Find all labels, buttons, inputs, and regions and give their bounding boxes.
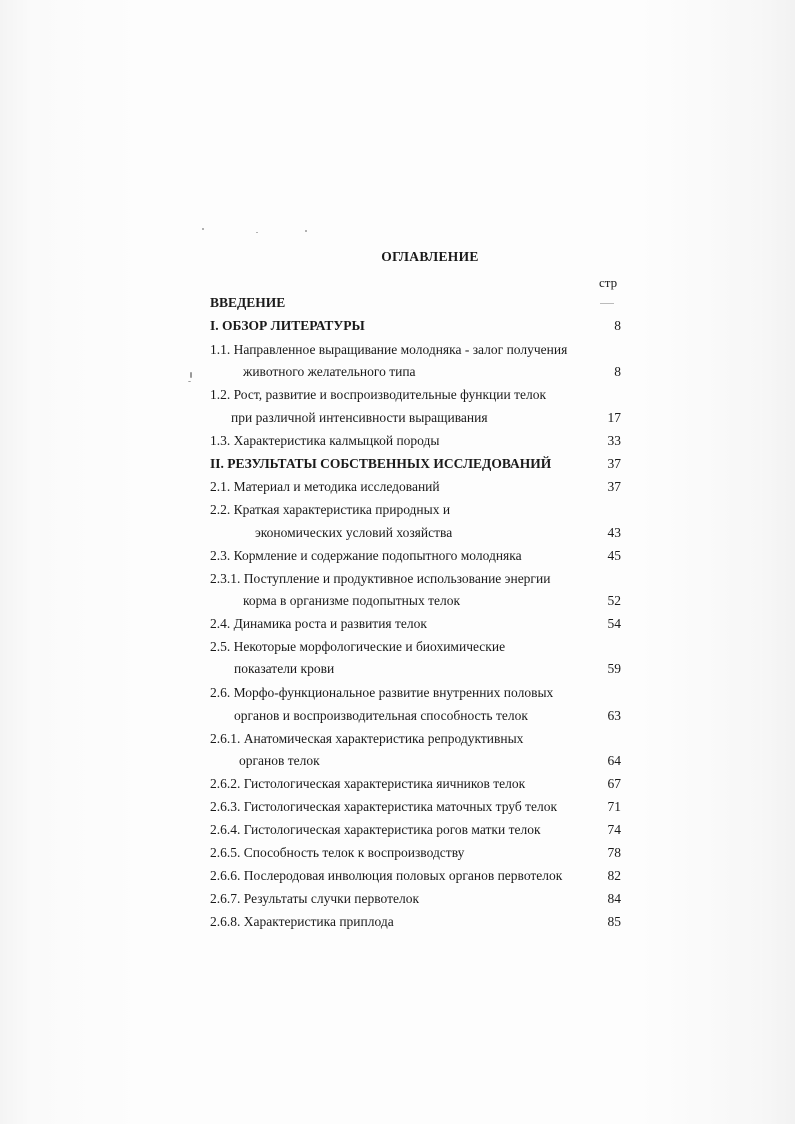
toc-entry-page: 52 bbox=[607, 593, 621, 608]
scan-speck bbox=[190, 372, 192, 378]
toc-entry-text: 2.3.1. Поступление и продуктивное использование энергии bbox=[210, 571, 551, 586]
toc-entry-text: 2.2. Краткая характеристика природных и bbox=[210, 502, 451, 517]
toc-entry-page: 37 bbox=[607, 456, 621, 471]
toc-entry-page: 71 bbox=[607, 799, 621, 814]
toc-entry-text: 1.2. Рост, развитие и воспроизводительные функции телок bbox=[210, 387, 547, 402]
toc-entry-text: 2.3. Кормление и содержание подопытного молодняка bbox=[210, 548, 522, 563]
toc-entry-page: 8 bbox=[614, 318, 621, 333]
toc-entry-text: 2.6.7. Результаты случки первотелок bbox=[210, 891, 420, 906]
intro-page-dash bbox=[600, 303, 614, 304]
toc-entry-page: 78 bbox=[607, 845, 621, 860]
toc-entry-text: органов телок bbox=[239, 753, 320, 768]
toc-entry-text: 2.6.3. Гистологическая характеристика маточных труб телок bbox=[210, 799, 558, 814]
toc-entry-page: 54 bbox=[607, 616, 621, 631]
scan-speck bbox=[256, 232, 258, 233]
toc-entry-text: 2.6.5. Способность телок к воспроизводству bbox=[210, 845, 465, 860]
page-column-header: стр bbox=[599, 275, 618, 290]
toc-entry-text: 2.5. Некоторые морфологические и биохимические bbox=[210, 639, 506, 654]
toc-entry-text: 2.4. Динамика роста и развития телок bbox=[210, 616, 427, 631]
toc-entry-page: 82 bbox=[607, 868, 621, 883]
toc-entry-page: 63 bbox=[607, 708, 621, 723]
toc-entry-page: 59 bbox=[607, 661, 621, 676]
toc-entry-text: 2.6. Морфо-функциональное развитие внутренних половых bbox=[210, 685, 554, 700]
toc-entry-page: 74 bbox=[607, 822, 621, 837]
toc-entry-text: показатели крови bbox=[234, 661, 335, 676]
toc-entry-text: при различной интенсивности выращивания bbox=[231, 410, 488, 425]
toc-entry-text: 2.6.8. Характеристика приплода bbox=[210, 914, 394, 929]
toc-entry-text: 2.6.2. Гистологическая характеристика яичников телок bbox=[210, 776, 526, 791]
toc-entry-page: 45 bbox=[607, 548, 621, 563]
toc-entry-text: корма в организме подопытных телок bbox=[243, 593, 461, 608]
toc-entry-text: 2.6.6. Послеродовая инволюция половых органов первотелок bbox=[210, 868, 563, 883]
toc-entry-page: 84 bbox=[607, 891, 621, 906]
toc-entry-text: 2.6.4. Гистологическая характеристика рогов матки телок bbox=[210, 822, 541, 837]
scan-speck bbox=[305, 230, 307, 232]
toc-entry-text: ВВЕДЕНИЕ bbox=[210, 295, 286, 310]
toc-entry-text: органов и воспроизводительная способность телок bbox=[234, 708, 528, 723]
toc-entry-text: экономических условий хозяйства bbox=[255, 525, 453, 540]
toc-title: ОГЛАВЛЕНИЕ bbox=[381, 249, 479, 264]
toc-entry-page: 85 bbox=[607, 914, 621, 929]
scan-speck bbox=[188, 381, 191, 382]
toc-entry-text: 2.6.1. Анатомическая характеристика репродуктивных bbox=[210, 731, 524, 746]
scan-speck bbox=[202, 228, 204, 230]
toc-entry-page: 8 bbox=[614, 364, 621, 379]
toc-entry-text: II. РЕЗУЛЬТАТЫ СОБСТВЕННЫХ ИССЛЕДОВАНИЙ bbox=[210, 456, 552, 471]
toc-entry-text: животного желательного типа bbox=[243, 364, 416, 379]
toc-entry-text: I. ОБЗОР ЛИТЕРАТУРЫ bbox=[210, 318, 365, 333]
toc-entry-page: 43 bbox=[607, 525, 621, 540]
toc-entry-text: 1.1. Направленное выращивание молодняка - залог получения bbox=[210, 342, 568, 357]
toc-entry-page: 33 bbox=[607, 433, 621, 448]
toc-entry-text: 1.3. Характеристика калмыцкой породы bbox=[210, 433, 440, 448]
toc-entry-page: 67 bbox=[607, 776, 621, 791]
toc-entry-page: 37 bbox=[607, 479, 621, 494]
toc-entry-page: 17 bbox=[607, 410, 621, 425]
toc-entry-page: 64 bbox=[607, 753, 621, 768]
toc-entry-text: 2.1. Материал и методика исследований bbox=[210, 479, 440, 494]
